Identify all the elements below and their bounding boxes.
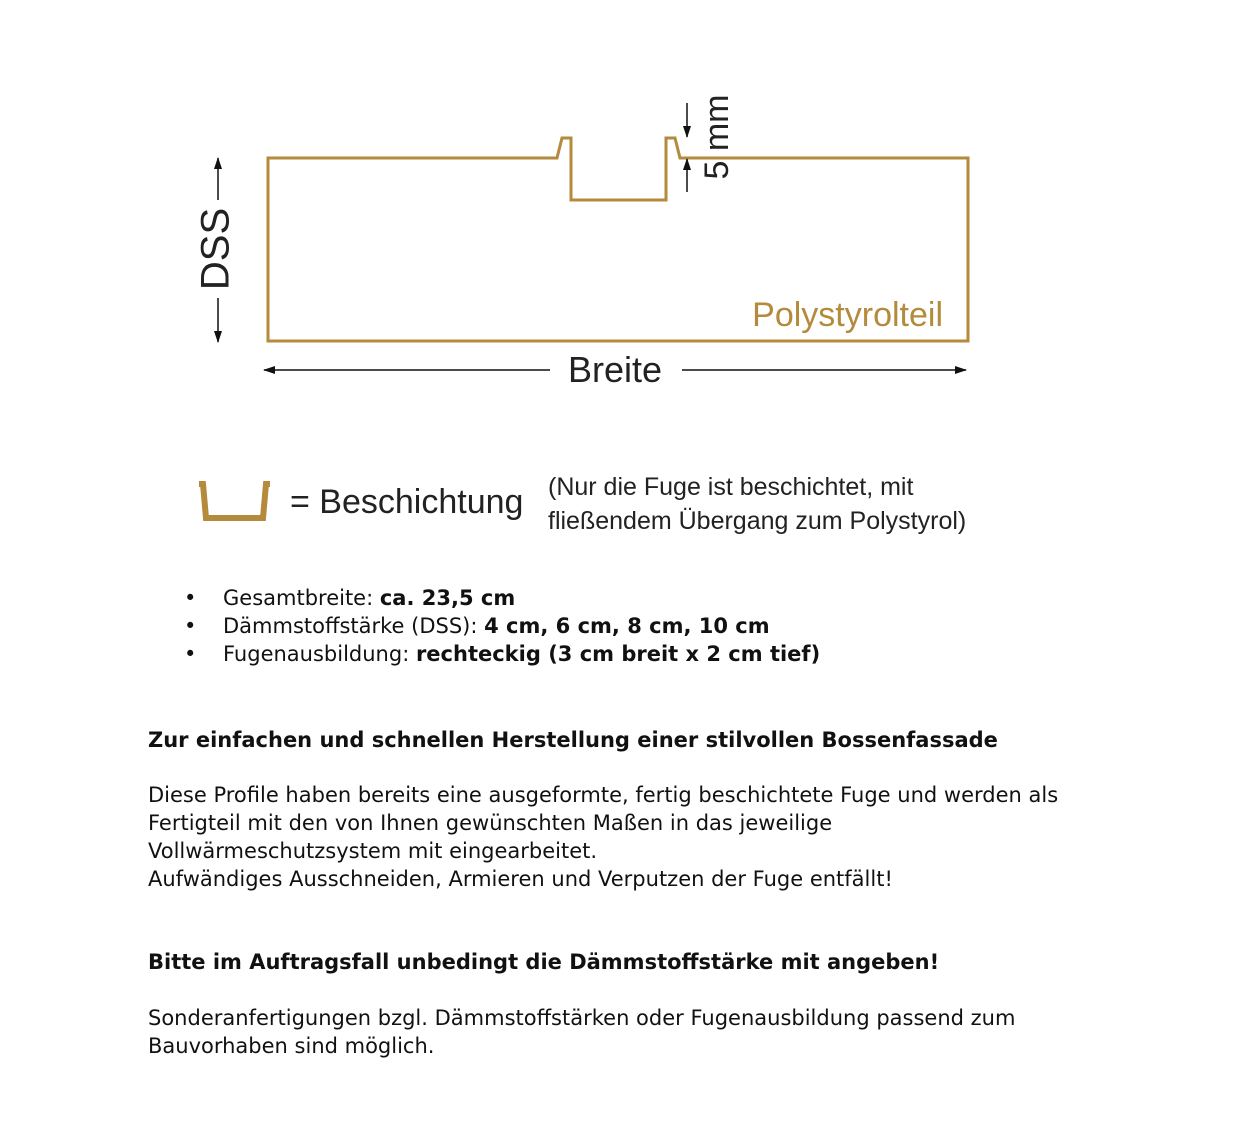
coating-symbol-icon bbox=[199, 484, 270, 518]
paragraph-line: Fertigteil mit den von Ihnen gewünschten Maßen in das jeweilige bbox=[148, 811, 833, 835]
legend-label: = Beschichtung bbox=[290, 483, 524, 521]
paragraph-line: Sonderanfertigungen bzgl. Dämmstoffstärken oder Fugenausbildung passend zum bbox=[148, 1006, 1016, 1030]
spec-value: 4 cm, 6 cm, 8 cm, 10 cm bbox=[484, 614, 770, 638]
section2-heading: Bitte im Auftragsfall unbedingt die Dämmstoffstärke mit angeben! bbox=[148, 950, 940, 974]
section2-paragraph bbox=[148, 1004, 1208, 1060]
dss-label: DSS bbox=[193, 207, 238, 291]
section1-paragraph bbox=[148, 781, 1208, 893]
spec-item-dss bbox=[148, 612, 820, 640]
spec-label: Gesamtbreite: bbox=[223, 586, 380, 610]
paragraph-line: Aufwändiges Ausschneiden, Armieren und Verputzen der Fuge entfällt! bbox=[148, 867, 893, 891]
spec-list bbox=[148, 584, 820, 668]
legend-note-line2: fließendem Übergang zum Polystyrol) bbox=[548, 507, 967, 535]
spec-label: Dämmstoffstärke (DSS): bbox=[223, 614, 485, 638]
paragraph-line: Bauvorhaben sind möglich. bbox=[148, 1034, 435, 1058]
legend-note-line1: (Nur die Fuge ist beschichtet, mit bbox=[548, 473, 914, 501]
spec-label: Fugenausbildung: bbox=[223, 642, 416, 666]
paragraph-line: Vollwärmeschutzsystem mit eingearbeitet. bbox=[148, 839, 598, 863]
spec-value: rechteckig (3 cm breit x 2 cm tief) bbox=[415, 642, 821, 666]
profile-diagram bbox=[0, 0, 1240, 560]
section1-heading: Zur einfachen und schnellen Herstellung einer stilvollen Bossenfassade bbox=[148, 728, 998, 752]
spec-item-width bbox=[148, 584, 820, 612]
spec-item-joint bbox=[148, 640, 820, 668]
mm-label: 5 mm bbox=[697, 94, 736, 180]
paragraph-line: Diese Profile haben bereits eine ausgeformte, fertig beschichtete Fuge und werden als bbox=[148, 783, 1059, 807]
polystyrolteil-label: Polystyrolteil bbox=[752, 296, 943, 334]
breite-label: Breite bbox=[567, 349, 663, 390]
spec-value: ca. 23,5 cm bbox=[379, 586, 516, 610]
